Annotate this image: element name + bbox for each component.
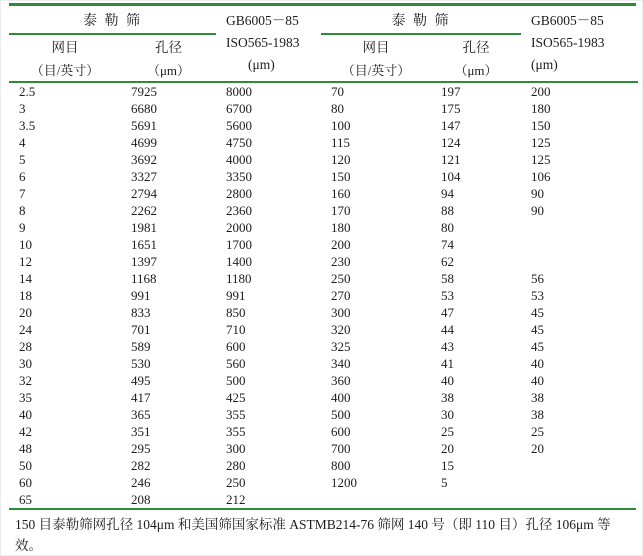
- left-mesh-cell: 7: [19, 186, 26, 201]
- iso-standard-line: ISO565-1983: [226, 35, 300, 50]
- left-mesh-cell: 5: [19, 152, 26, 167]
- table-row: [9, 219, 638, 236]
- right-gb-cell: 90: [531, 186, 544, 201]
- right-mesh-cell: 400: [331, 390, 351, 405]
- right-gb-cell: 20: [531, 441, 544, 456]
- right-gb-cell: 45: [531, 322, 544, 337]
- right-aperture-cell: 121: [441, 152, 461, 167]
- right-aperture-cell: 47: [441, 305, 454, 320]
- table-row: [9, 253, 638, 270]
- left-mesh-cell: 24: [19, 322, 32, 337]
- right-mesh-cell: 160: [331, 186, 351, 201]
- left-mesh-cell: 28: [19, 339, 32, 354]
- right-mesh-cell: 600: [331, 424, 351, 439]
- right-gb-cell: [521, 253, 638, 270]
- left-gb-cell: 500: [226, 373, 246, 388]
- left-aperture-cell: 7925: [131, 84, 157, 99]
- right-gb-cell: 200: [531, 84, 551, 99]
- left-mesh-cell: 40: [19, 407, 32, 422]
- left-gb-cell: 212: [226, 492, 246, 507]
- left-gb-cell: 2800: [226, 186, 252, 201]
- table-row: [9, 491, 638, 508]
- left-mesh-cell: 6: [19, 169, 26, 184]
- left-aperture-cell: 833: [131, 305, 151, 320]
- right-aperture-cell: 5: [441, 475, 448, 490]
- right-aperture-cell: 74: [441, 237, 454, 252]
- left-aperture-cell: 3692: [131, 152, 157, 167]
- left-mesh-cell: 2.5: [19, 84, 36, 99]
- table-row: [9, 304, 638, 321]
- left-mesh-cell: 42: [19, 424, 32, 439]
- gb-standard-line1: GB6005－85: [226, 13, 299, 28]
- right-mesh-cell: 230: [331, 254, 351, 269]
- table-body: [9, 82, 638, 508]
- left-aperture-cell: 3327: [131, 169, 157, 184]
- right-mesh-cell: 80: [331, 101, 344, 116]
- right-gb-cell: [521, 491, 638, 508]
- left-aperture-cell: 282: [131, 458, 151, 473]
- right-aperture-cell: 104: [441, 169, 461, 184]
- left-aperture-cell: 4699: [131, 135, 157, 150]
- left-gb-cell: 2360: [226, 203, 252, 218]
- left-aperture-cell: 530: [131, 356, 151, 371]
- right-aperture-cell: 25: [441, 424, 454, 439]
- right-mesh-cell: 250: [331, 271, 351, 286]
- right-gb-cell: 150: [531, 118, 551, 133]
- left-mesh-cell: 60: [19, 475, 32, 490]
- right-gb-cell: 90: [531, 203, 544, 218]
- left-mesh-cell: 20: [19, 305, 32, 320]
- right-gb-cell: 45: [531, 339, 544, 354]
- left-gb-cell: 1400: [226, 254, 252, 269]
- right-mesh-cell: [321, 491, 431, 508]
- table-row: [9, 321, 638, 338]
- left-aperture-cell: 5691: [131, 118, 157, 133]
- left-gb-cell: 4000: [226, 152, 252, 167]
- left-aperture-cell: 365: [131, 407, 151, 422]
- left-aperture-cell: 417: [131, 390, 151, 405]
- right-aperture-cell: 197: [441, 84, 461, 99]
- table-row: [9, 423, 638, 440]
- right-aperture-cell: [431, 491, 521, 508]
- left-aperture-cell: 495: [131, 373, 151, 388]
- right-mesh-cell: 115: [331, 135, 351, 150]
- table-row: [9, 440, 638, 457]
- left-mesh-cell: 12: [19, 254, 32, 269]
- mesh-column-header-left: 网目: [51, 40, 79, 55]
- right-aperture-cell: 88: [441, 203, 454, 218]
- right-gb-cell: 40: [531, 356, 544, 371]
- right-gb-cell: 38: [531, 390, 544, 405]
- right-gb-cell: 56: [531, 271, 544, 286]
- left-aperture-cell: 351: [131, 424, 151, 439]
- table-row: [9, 270, 638, 287]
- left-mesh-cell: 35: [19, 390, 32, 405]
- left-gb-cell: 600: [226, 339, 246, 354]
- table-row: [9, 185, 638, 202]
- left-aperture-cell: 991: [131, 288, 151, 303]
- table-row: [9, 338, 638, 355]
- table-row: [9, 474, 638, 491]
- right-gb-cell: 106: [531, 169, 551, 184]
- right-aperture-cell: 38: [441, 390, 454, 405]
- aperture-unit-label-left: （μm）: [121, 57, 216, 82]
- mesh-column-header-right: 网目: [362, 40, 390, 55]
- left-mesh-cell: 65: [19, 492, 32, 507]
- left-mesh-cell: 18: [19, 288, 32, 303]
- right-gb-cell: 45: [531, 305, 544, 320]
- left-gb-cell: 6700: [226, 101, 252, 116]
- table-row: [9, 406, 638, 423]
- table-row: [9, 100, 638, 117]
- left-mesh-cell: 48: [19, 441, 32, 456]
- mesh-unit-label-left: （目/英寸）: [9, 57, 121, 82]
- gb-standard-line1: GB6005－85: [531, 13, 604, 28]
- table-row: [9, 202, 638, 219]
- left-aperture-cell: 1168: [131, 271, 157, 286]
- aperture-column-header-right: 孔径: [462, 40, 490, 55]
- right-gb-cell: 53: [531, 288, 544, 303]
- right-gb-cell: [521, 219, 638, 236]
- right-aperture-cell: 147: [441, 118, 461, 133]
- right-aperture-cell: 43: [441, 339, 454, 354]
- tyler-sieve-header-left: 泰 勒 筛: [9, 6, 216, 34]
- right-aperture-cell: 44: [441, 322, 454, 337]
- table-row: [9, 151, 638, 168]
- left-gb-cell: 300: [226, 441, 246, 456]
- left-gb-cell: 1180: [226, 271, 252, 286]
- table-row: [9, 457, 638, 474]
- left-gb-cell: 560: [226, 356, 246, 371]
- left-gb-cell: 991: [226, 288, 246, 303]
- right-gb-cell: [521, 457, 638, 474]
- left-mesh-cell: 32: [19, 373, 32, 388]
- right-gb-cell: [521, 474, 638, 491]
- table-row: [9, 168, 638, 185]
- left-mesh-cell: 10: [19, 237, 32, 252]
- right-mesh-cell: 120: [331, 152, 351, 167]
- right-mesh-cell: 800: [331, 458, 351, 473]
- gb-unit-label: (μm): [531, 57, 558, 72]
- right-aperture-cell: 53: [441, 288, 454, 303]
- right-aperture-cell: 80: [441, 220, 454, 235]
- tyler-sieve-header-right: 泰 勒 筛: [321, 6, 521, 34]
- left-mesh-cell: 8: [19, 203, 26, 218]
- right-aperture-cell: 30: [441, 407, 454, 422]
- gb-unit-label: (μm): [248, 57, 275, 72]
- right-gb-cell: 25: [531, 424, 544, 439]
- left-gb-cell: 355: [226, 407, 246, 422]
- right-mesh-cell: 700: [331, 441, 351, 456]
- right-gb-cell: 125: [531, 152, 551, 167]
- right-mesh-cell: 70: [331, 84, 344, 99]
- table-row: [9, 82, 638, 100]
- right-gb-cell: 40: [531, 373, 544, 388]
- left-gb-cell: 280: [226, 458, 246, 473]
- right-aperture-cell: 94: [441, 186, 454, 201]
- right-mesh-cell: 180: [331, 220, 351, 235]
- right-aperture-cell: 175: [441, 101, 461, 116]
- left-gb-cell: 3350: [226, 169, 252, 184]
- right-mesh-cell: 270: [331, 288, 351, 303]
- left-aperture-cell: 2262: [131, 203, 157, 218]
- footnote: 150 目泰勒筛网孔径 104μm 和美国筛国家标准 ASTMB214-76 筛网 140 号（即 110 目）孔径 106μm 等效。: [9, 508, 636, 556]
- left-gb-cell: 355: [226, 424, 246, 439]
- left-gb-cell: 1700: [226, 237, 252, 252]
- table-row: [9, 287, 638, 304]
- right-mesh-cell: 150: [331, 169, 351, 184]
- sieve-table: [9, 6, 638, 508]
- iso-standard-line: ISO565-1983: [531, 35, 605, 50]
- aperture-column-header-left: 孔径: [155, 40, 182, 55]
- right-aperture-cell: 41: [441, 356, 454, 371]
- right-mesh-cell: 360: [331, 373, 351, 388]
- left-mesh-cell: 3: [19, 101, 26, 116]
- table-row: [9, 389, 638, 406]
- right-aperture-cell: 20: [441, 441, 454, 456]
- right-gb-cell: 180: [531, 101, 551, 116]
- table-row: [9, 117, 638, 134]
- left-aperture-cell: 295: [131, 441, 151, 456]
- right-mesh-cell: 500: [331, 407, 351, 422]
- right-mesh-cell: 100: [331, 118, 351, 133]
- right-aperture-cell: 58: [441, 271, 454, 286]
- left-gb-cell: 5600: [226, 118, 252, 133]
- right-aperture-cell: 62: [441, 254, 454, 269]
- table-row: [9, 134, 638, 151]
- table-row: [9, 236, 638, 253]
- left-mesh-cell: 14: [19, 271, 32, 286]
- right-aperture-cell: 124: [441, 135, 461, 150]
- right-mesh-cell: 325: [331, 339, 351, 354]
- left-aperture-cell: 246: [131, 475, 151, 490]
- mesh-unit-label-right: （目/英寸）: [321, 57, 431, 82]
- right-gb-cell: 125: [531, 135, 551, 150]
- left-aperture-cell: 589: [131, 339, 151, 354]
- left-gb-cell: 4750: [226, 135, 252, 150]
- right-mesh-cell: 200: [331, 237, 351, 252]
- left-aperture-cell: 2794: [131, 186, 157, 201]
- gb-standard-header-right: [521, 6, 638, 82]
- left-aperture-cell: 208: [131, 492, 151, 507]
- left-aperture-cell: 1651: [131, 237, 157, 252]
- left-aperture-cell: 1981: [131, 220, 157, 235]
- right-mesh-cell: 320: [331, 322, 351, 337]
- right-mesh-cell: 340: [331, 356, 351, 371]
- left-mesh-cell: 3.5: [19, 118, 36, 133]
- right-mesh-cell: 170: [331, 203, 351, 218]
- left-aperture-cell: 701: [131, 322, 151, 337]
- right-gb-cell: [521, 236, 638, 253]
- table-row: [9, 355, 638, 372]
- right-gb-cell: 38: [531, 407, 544, 422]
- left-mesh-cell: 4: [19, 135, 26, 150]
- right-aperture-cell: 40: [441, 373, 454, 388]
- sieve-comparison-table: [9, 3, 636, 508]
- gb-standard-header-left: [216, 6, 321, 82]
- left-gb-cell: 2000: [226, 220, 252, 235]
- aperture-unit-label-right: （μm）: [431, 57, 521, 82]
- table-row: [9, 372, 638, 389]
- right-aperture-cell: 15: [441, 458, 454, 473]
- left-gb-cell: 250: [226, 475, 246, 490]
- left-gb-cell: 425: [226, 390, 246, 405]
- left-aperture-cell: 1397: [131, 254, 157, 269]
- left-gb-cell: 850: [226, 305, 246, 320]
- left-mesh-cell: 9: [19, 220, 26, 235]
- left-mesh-cell: 30: [19, 356, 32, 371]
- right-mesh-cell: 1200: [331, 475, 357, 490]
- left-mesh-cell: 50: [19, 458, 32, 473]
- right-mesh-cell: 300: [331, 305, 351, 320]
- left-gb-cell: 8000: [226, 84, 252, 99]
- table-header: [9, 6, 638, 82]
- left-aperture-cell: 6680: [131, 101, 157, 116]
- left-gb-cell: 710: [226, 322, 246, 337]
